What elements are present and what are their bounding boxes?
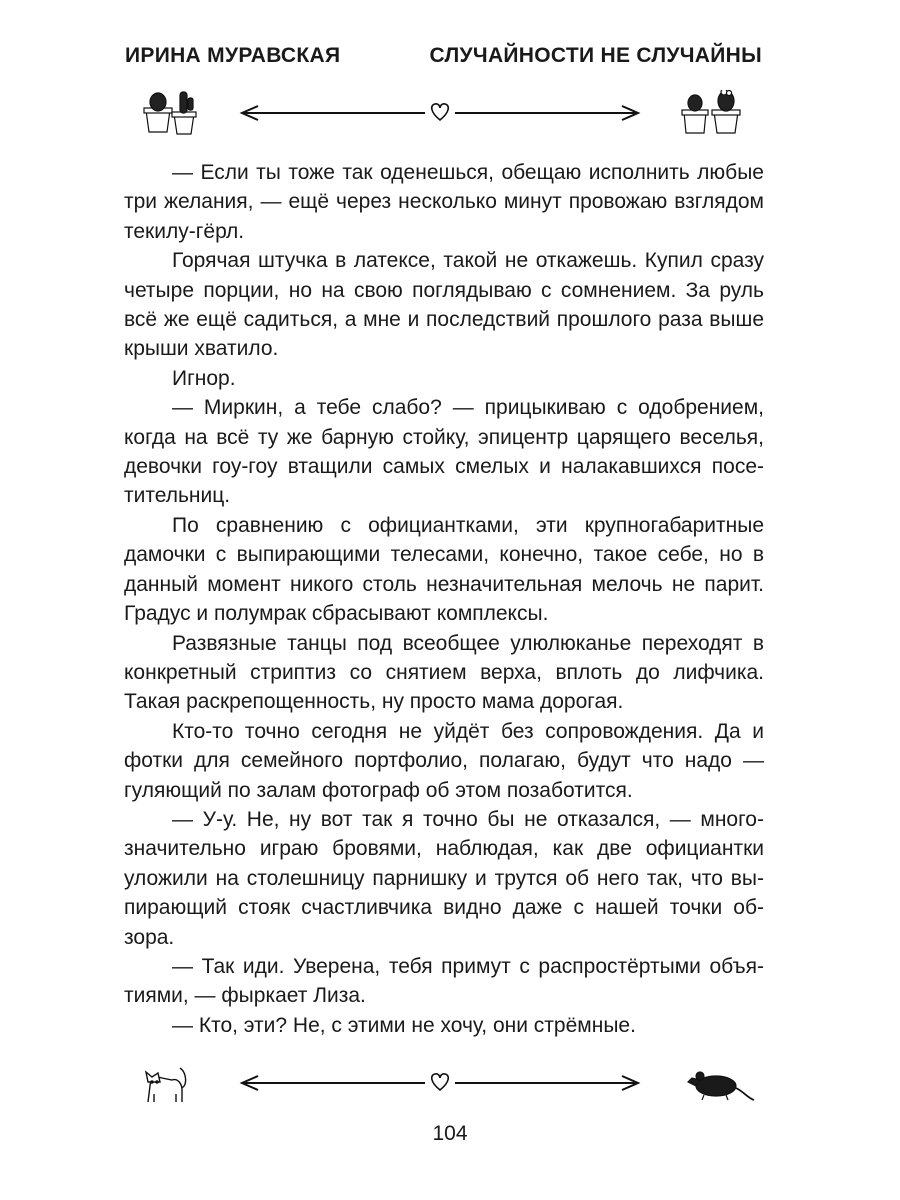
body-text — [124, 158, 764, 1040]
paragraph: Горячая штучка в латексе, такой не откажешь. Купил сразу четыре порции, но на свою поглядываю с сомнением. За руль всё же ещё садиться, а мне и последствий прошлого раза выше крыши хватило. — [124, 249, 764, 361]
top-ornament — [138, 90, 762, 140]
page-number: 104 — [432, 1122, 468, 1145]
running-header — [125, 44, 762, 68]
paragraph: Игнор. — [172, 366, 236, 390]
paragraph: — Кто, эти? Не, с этими не хочу, они стрёмные. — [172, 1013, 636, 1037]
rat-icon — [688, 1072, 754, 1100]
cactus-pots-icon — [144, 92, 196, 134]
header-book-title: СЛУЧАЙНОСТИ НЕ СЛУЧАЙНЫ — [429, 44, 762, 67]
paragraph: Развязные танцы под всеобщее улюлюканье переходят в конкретный стриптиз со снятием верха, вплоть до лифчика. Такая раскрепощенность, ну просто мама дорогая. — [124, 631, 764, 714]
paragraph: По сравнению с официантками, эти крупногабаритные дамочки с выпирающими телесами, конечно, такое себе, но в данный момент никого столь незначительная мелочь не парит. Градус и полумрак сбрасывают комплексы. — [124, 513, 764, 626]
paragraph: — Так иди. Уверена, тебя примут с распростёртыми объятиями, — фыркает Лиза. — [124, 954, 764, 1008]
paragraph: — У-у. Не, ну вот так я точно бы не отказался, — многозначительно играю бровями, наблюдая, как две официантки уложили на столешницу парнишку и трутся об него так, что выпирающий стояк счастливчика видно даже с нашей точки обзора. — [124, 807, 764, 949]
paragraph: — Миркин, а тебе слабо? — прицыкиваю с одобрением, когда на всё ту же барную стойку, эпицентр царящего веселья, девочки гоу-гоу втащили самых смелых и налакавшихся посетительниц. — [124, 396, 764, 508]
paragraph: Кто-то точно сегодня не уйдёт без сопровождения. Да и фотки для семейного портфолио, полагаю, будут что надо — гуляющий по залам фотограф об этом позаботится. — [124, 719, 764, 802]
header-author: ИРИНА МУРАВСКАЯ — [125, 44, 341, 67]
cactus-pots-icon — [682, 90, 740, 133]
bottom-ornament — [138, 1058, 762, 1108]
cat-icon — [146, 1068, 186, 1102]
arrow-heart-divider — [138, 1058, 762, 1108]
paragraph: — Если ты тоже так оденешься, обещаю исполнить любые три желания, — ещё через несколько минут провожаю взглядом текилу-гёрл. — [124, 161, 764, 243]
arrow-heart-divider — [138, 90, 762, 140]
